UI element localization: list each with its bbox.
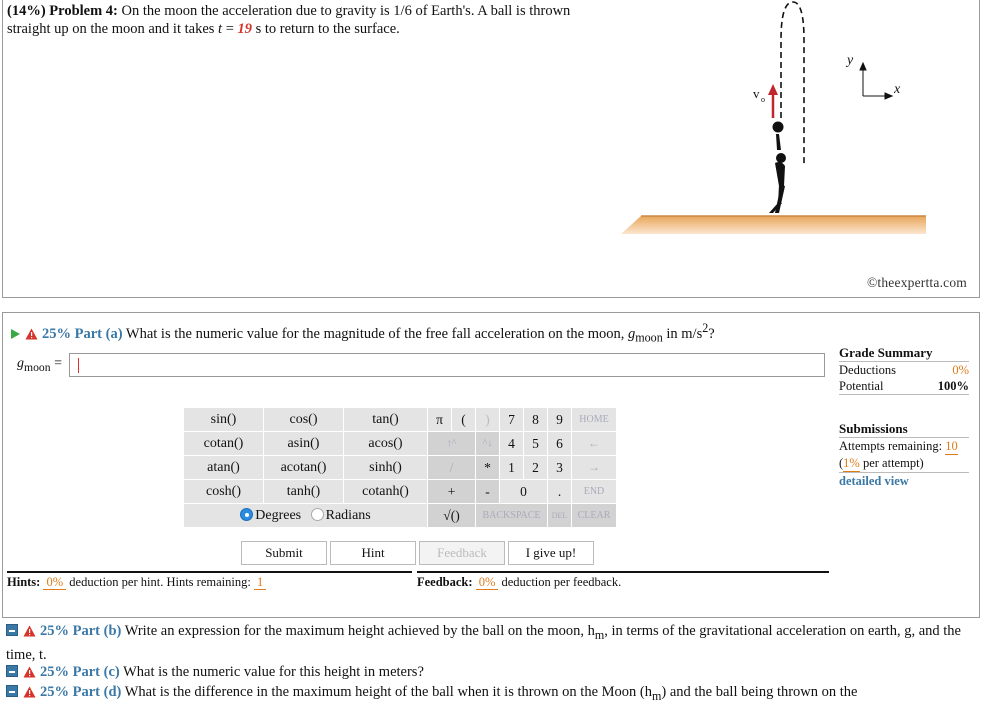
collapse-icon[interactable]	[6, 665, 18, 677]
key-lparen[interactable]: (	[452, 408, 476, 432]
key-1[interactable]: 1	[500, 456, 524, 480]
part-b-percent: 25%	[40, 623, 69, 639]
part-a-label: Part (a)	[74, 325, 123, 342]
per-attempt-pct: 1%	[843, 456, 860, 470]
equals-sign: =	[222, 21, 238, 37]
part-c-row[interactable]	[6, 662, 971, 682]
key-down[interactable]: ^↓	[476, 432, 500, 456]
thrower-silhouette	[769, 134, 786, 213]
part-a-panel	[2, 312, 980, 618]
axis-x-label: x	[894, 82, 901, 97]
velocity-subscript: o	[761, 95, 765, 104]
function-keypad	[183, 407, 428, 528]
key-cos[interactable]: cos()	[264, 408, 344, 432]
radians-radio[interactable]	[311, 508, 324, 521]
part-a-question-text: What is the numeric value for the magnitude of the free fall acceleration on the moon,	[125, 325, 625, 342]
key-backspace[interactable]: BACKSPACE	[476, 504, 548, 528]
submissions-title: Submissions	[839, 421, 969, 438]
text-caret	[78, 358, 79, 373]
hints-text: deduction per hint. Hints remaining:	[69, 575, 251, 589]
expand-icon[interactable]	[11, 329, 20, 339]
per-attempt-text: per attempt)	[862, 456, 924, 470]
per-attempt-open: (	[839, 456, 844, 470]
numeric-keypad	[427, 407, 617, 528]
key-0[interactable]: 0	[500, 480, 548, 504]
warning-icon	[23, 666, 36, 678]
hints-label: Hints:	[7, 575, 41, 589]
problem-title: Problem 4:	[49, 3, 118, 19]
feedback-bar	[417, 571, 829, 590]
answer-label-sub: moon	[24, 360, 51, 374]
time-value: 19	[237, 21, 252, 37]
key-left-arrow[interactable]: ←	[572, 432, 617, 456]
key-asin[interactable]: asin()	[264, 432, 344, 456]
axes-icon	[860, 63, 892, 99]
key-tanh[interactable]: tanh()	[264, 480, 344, 504]
feedback-deduction: 0%	[476, 575, 499, 590]
key-acos[interactable]: acos()	[344, 432, 428, 456]
part-d-label: Part (d)	[72, 684, 122, 700]
key-9[interactable]: 9	[548, 408, 572, 432]
key-6[interactable]: 6	[548, 432, 572, 456]
part-a-units: in m/s	[666, 325, 703, 342]
key-cosh[interactable]: cosh()	[184, 480, 264, 504]
part-c-text: What is the numeric value for this height in meters?	[123, 664, 424, 680]
angle-unit-selector	[184, 504, 428, 528]
key-sqrt[interactable]: √()	[428, 504, 476, 528]
part-a-question	[11, 318, 715, 348]
problem-text-2: s to return to the surface.	[255, 21, 400, 37]
key-clear[interactable]: CLEAR	[572, 504, 617, 528]
key-3[interactable]: 3	[548, 456, 572, 480]
hint-button[interactable]: Hint	[330, 541, 416, 565]
give-up-button[interactable]: I give up!	[508, 541, 594, 565]
warning-icon	[23, 686, 36, 698]
ground-surface	[621, 216, 926, 234]
hints-bar	[7, 571, 412, 590]
key-dot[interactable]: .	[548, 480, 572, 504]
key-4[interactable]: 4	[500, 432, 524, 456]
key-acotan[interactable]: acotan()	[264, 456, 344, 480]
part-b-text: Write an expression for the maximum height achieved by the ball on the moon, h	[124, 623, 595, 639]
feedback-text: deduction per feedback.	[501, 575, 622, 589]
problem-statement	[7, 2, 607, 38]
attempts-label: Attempts remaining:	[839, 439, 943, 453]
part-b-label: Part (b)	[72, 623, 122, 639]
potential-row	[839, 378, 969, 395]
key-pi[interactable]: π	[428, 408, 452, 432]
part-a-percent: 25%	[42, 325, 71, 342]
key-right-arrow[interactable]: →	[572, 456, 617, 480]
gmoon-var: g	[627, 325, 636, 342]
key-tan[interactable]: tan()	[344, 408, 428, 432]
attempts-value: 10	[945, 439, 958, 453]
collapse-icon[interactable]	[6, 624, 18, 636]
feedback-button[interactable]: Feedback	[419, 541, 505, 565]
key-cotan[interactable]: cotan()	[184, 432, 264, 456]
units-exponent: 2	[702, 321, 709, 335]
potential-label: Potential	[839, 379, 884, 393]
degrees-radio[interactable]	[240, 508, 253, 521]
key-cotanh[interactable]: cotanh()	[344, 480, 428, 504]
part-b-row[interactable]	[6, 621, 971, 665]
axis-y-label: y	[847, 53, 854, 68]
problem-weight: (14%)	[7, 3, 46, 19]
part-d-row[interactable]	[6, 682, 971, 706]
key-sin[interactable]: sin()	[184, 408, 264, 432]
part-c-percent: 25%	[40, 664, 69, 680]
key-sinh[interactable]: sinh()	[344, 456, 428, 480]
degrees-label: Degrees	[255, 507, 302, 523]
time-variable: t	[218, 21, 223, 37]
warning-icon	[23, 625, 36, 637]
part-b-sub: m	[594, 627, 605, 642]
hints-remaining: 1	[254, 575, 266, 590]
key-8[interactable]: 8	[524, 408, 548, 432]
hints-deduction: 0%	[43, 575, 66, 590]
key-slash[interactable]: /	[428, 456, 476, 480]
part-b-text-end: , in terms of the gravitational acceleration on earth, g, and the time, t.	[6, 623, 961, 663]
deductions-row	[839, 362, 969, 378]
potential-value: 100%	[937, 379, 969, 393]
per-attempt-row	[839, 455, 969, 473]
part-d-sub: m	[651, 688, 662, 703]
key-5[interactable]: 5	[524, 432, 548, 456]
radians-label: Radians	[325, 507, 371, 523]
key-home[interactable]: HOME	[572, 408, 617, 432]
key-plus[interactable]: +	[428, 480, 476, 504]
part-c-label: Part (c)	[72, 664, 120, 680]
feedback-label: Feedback:	[417, 575, 473, 589]
key-minus[interactable]: -	[476, 480, 500, 504]
answer-label	[17, 356, 62, 374]
gmoon-sub: moon	[635, 330, 663, 345]
key-atan[interactable]: atan()	[184, 456, 264, 480]
key-rparen[interactable]: )	[476, 408, 500, 432]
collapse-icon[interactable]	[6, 685, 18, 697]
part-d-text: What is the difference in the maximum height of the ball when it is thrown on the Moon (h	[124, 684, 652, 700]
copyright: ©theexpertta.com	[866, 275, 967, 290]
problem-panel	[2, 0, 980, 298]
warning-icon	[25, 328, 38, 340]
key-2[interactable]: 2	[524, 456, 548, 480]
question-mark: ?	[708, 325, 715, 342]
key-up[interactable]: ↑^	[428, 432, 476, 456]
deductions-label: Deductions	[839, 363, 896, 377]
problem-text-1: On the moon the acceleration due to gravity is 1/6 of Earth's. A ball is thrown straight up on the moon and it takes	[7, 3, 571, 37]
velocity-label: v	[753, 86, 760, 101]
key-end[interactable]: END	[572, 480, 617, 504]
part-d-text-end: ) and the ball being thrown on the	[661, 684, 858, 700]
part-d-percent: 25%	[40, 684, 69, 700]
grade-summary-title: Grade Summary	[839, 345, 969, 362]
ball	[773, 122, 784, 133]
answer-input[interactable]	[69, 353, 825, 377]
detailed-view-link[interactable]: detailed view	[839, 474, 909, 488]
problem-figure	[613, 0, 933, 240]
submit-button[interactable]: Submit	[241, 541, 327, 565]
answer-label-eq: =	[50, 356, 62, 371]
attempts-row	[839, 438, 969, 455]
deductions-value: 0%	[952, 363, 969, 377]
grade-summary	[839, 345, 969, 489]
answer-label-var: g	[17, 356, 24, 371]
key-star[interactable]: *	[476, 456, 500, 480]
ball-trajectory	[781, 2, 804, 165]
key-7[interactable]: 7	[500, 408, 524, 432]
key-del[interactable]: DEL	[548, 504, 572, 528]
